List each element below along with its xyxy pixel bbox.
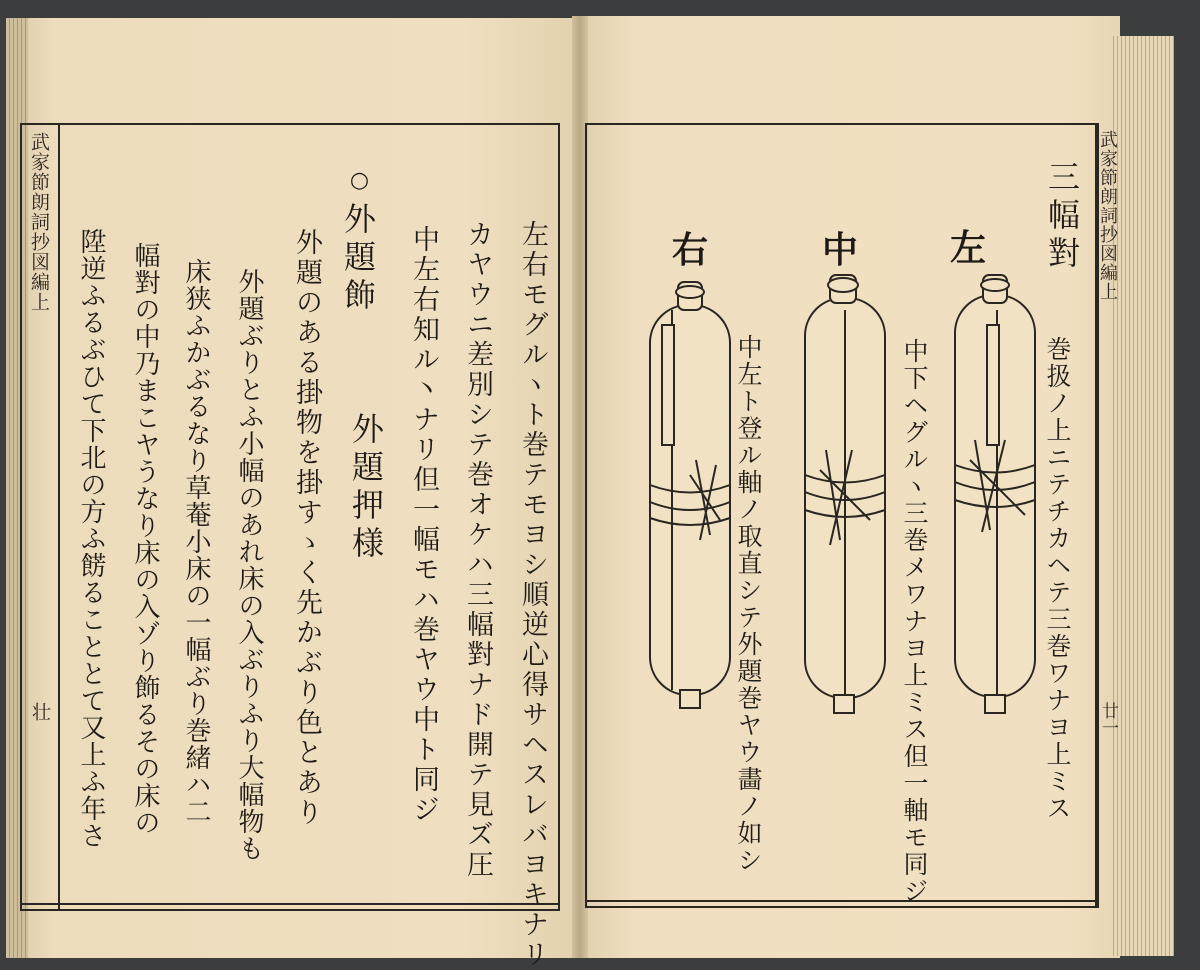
text-column-6: 外題のある掛物を掛すゝく先かぶり色とあり: [291, 228, 322, 828]
right-margin-title: 武家節朗詞抄図編上: [1097, 130, 1118, 301]
label-left: 左: [950, 227, 987, 269]
text-column-7: 外題ぶりとふ小幅のあれ床の入ぶりふり大幅物も: [234, 268, 264, 862]
subheading: 外題押様: [347, 412, 385, 564]
right-page-number: 廿一: [1098, 702, 1118, 736]
text-column-1: 左右モグルヽト巻テモヨシ順逆心得サヘスレバヨキナリ: [517, 220, 548, 970]
note-center-scroll: 中下ヘグルヽ三巻メワナヨ上ミス但一軸モ同ジ: [900, 338, 929, 905]
text-column-9: 幅對の中乃まこヤうなり床の入ゾり飾るその床の: [130, 242, 160, 836]
text-column-10: 陞逆ふるぶひて下北の方ふ餝ることとて又上ふ年さ: [76, 228, 106, 849]
scroll-left-icon: [955, 275, 1035, 713]
section-heading: 外題飾: [339, 202, 377, 316]
left-frame-double-line: [22, 903, 558, 905]
rolled-scrolls-illustration: [630, 270, 1050, 730]
scroll-center-icon: [805, 275, 885, 713]
left-margin-title: 武家節朗詞抄図編上: [28, 132, 50, 312]
triptych-heading: 三幅對: [1043, 160, 1081, 274]
right-frame-double-line: [587, 900, 1095, 902]
text-column-3: 中左右知ル丶ナリ但一幅モハ巻ヤウ中ト同ジ: [408, 225, 439, 825]
text-column-8: 床狭ふかぶるなり草菴小床の一幅ぶり巻緒ハ二: [181, 258, 211, 825]
page-edges: [1110, 36, 1174, 956]
note-left-scroll: 巻扱ノ上ニテチカヘテ三巻ワナヨ上ミス: [1043, 336, 1072, 822]
note-right-scroll: 中左ト登ル軸ノ取直シテ外題巻ヤウ畵ノ如シ: [734, 334, 763, 874]
scroll-right-icon: [650, 282, 730, 708]
bullet-circle: ○: [347, 168, 372, 193]
left-page-number: 壮: [29, 702, 51, 721]
label-right: 右: [672, 229, 709, 271]
label-center: 中: [822, 229, 859, 271]
text-column-2: カヤウニ差別シテ巻オケハ三幅對ナド開テ見ズ圧: [462, 220, 493, 880]
